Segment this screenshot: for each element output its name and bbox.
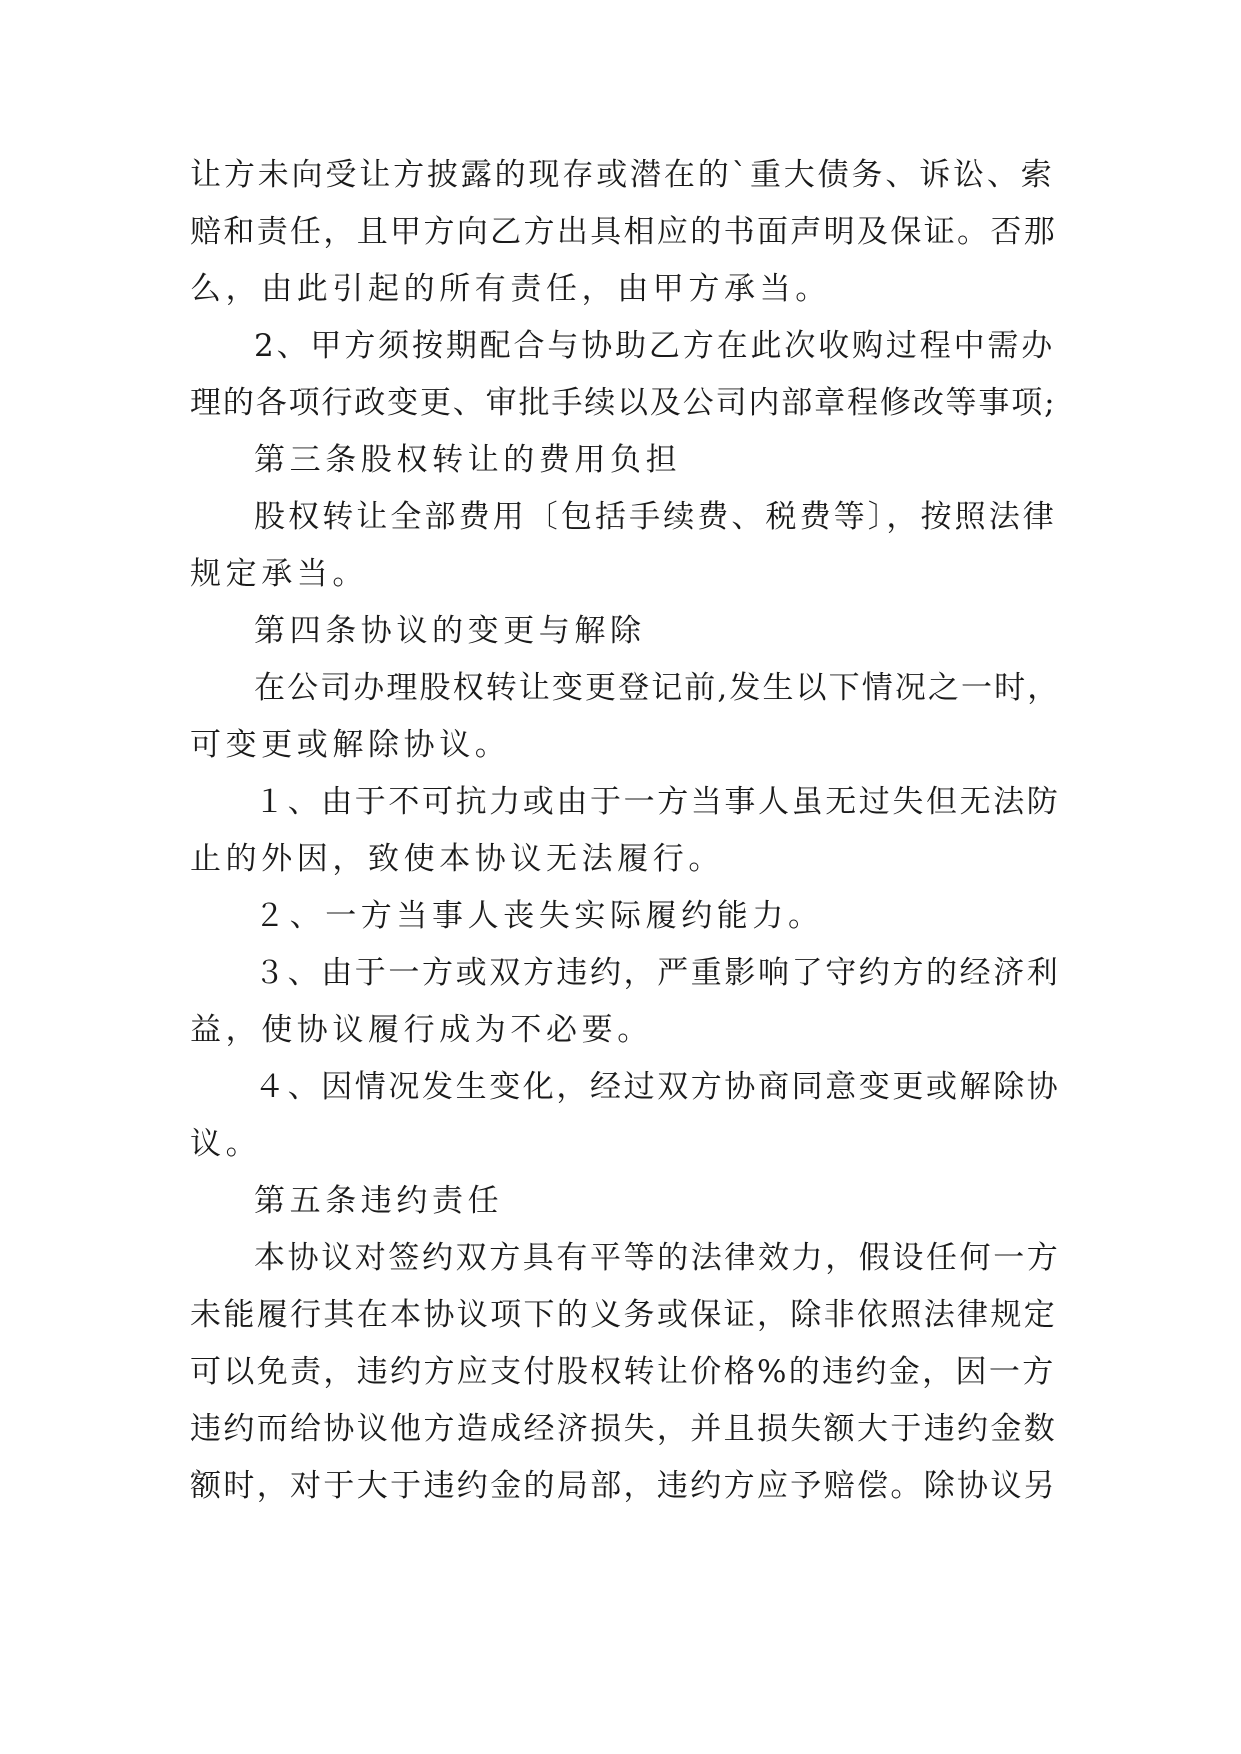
section-heading: 第五条违约责任 (254, 1183, 504, 1219)
text-line: 股权转让全部费用〔包括手续费、税费等〕，按照法律 (254, 499, 1057, 535)
text-line: 止的外因，致使本协议无法履行。 (190, 841, 724, 877)
text-line: 可以免责，违约方应支付股权转让价格%的违约金，因一方 (190, 1354, 1056, 1390)
text-line: ２、一方当事人丧失实际履约能力。 (254, 898, 824, 934)
text-line: 未能履行其在本协议项下的义务或保证，除非依照法律规定 (190, 1297, 1058, 1333)
text-line: ３、由于一方或双方违约，严重影响了守约方的经济利 (254, 955, 1061, 991)
text-line: １、由于不可抗力或由于一方当事人虽无过失但无法防 (254, 784, 1061, 820)
text-line: 可变更或解除协议。 (190, 727, 511, 763)
text-line: 额时，对于大于违约金的局部，违约方应予赔偿。除协议另 (190, 1468, 1058, 1504)
text-line: 益，使协议履行成为不必要。 (190, 1012, 653, 1048)
text-line: 规定承当。 (190, 556, 368, 592)
text-line: 理的各项行政变更、审批手续以及公司内部章程修改等事项; (190, 385, 1057, 421)
text-line: 让方未向受让方披露的现存或潜在的`重大债务、诉讼、索 (190, 157, 1055, 193)
section-heading: 第四条协议的变更与解除 (254, 613, 646, 649)
text-line: 违约而给协议他方造成经济损失，并且损失额大于违约金数 (190, 1411, 1058, 1447)
text-line: 2、甲方须按期配合与协助乙方在此次收购过程中需办 (254, 328, 1056, 364)
text-line: ４、因情况发生变化，经过双方协商同意变更或解除协 (254, 1069, 1061, 1105)
section-heading: 第三条股权转让的费用负担 (254, 442, 682, 478)
text-line: 本协议对签约双方具有平等的法律效力，假设任何一方 (254, 1240, 1061, 1276)
text-line: 么，由此引起的所有责任，由甲方承当。 (190, 271, 831, 307)
text-line: 在公司办理股权转让变更登记前,发生以下情况之一时， (254, 670, 1061, 706)
text-line: 赔和责任，且甲方向乙方出具相应的书面声明及保证。否那 (190, 214, 1058, 250)
text-line: 议。 (190, 1126, 262, 1162)
